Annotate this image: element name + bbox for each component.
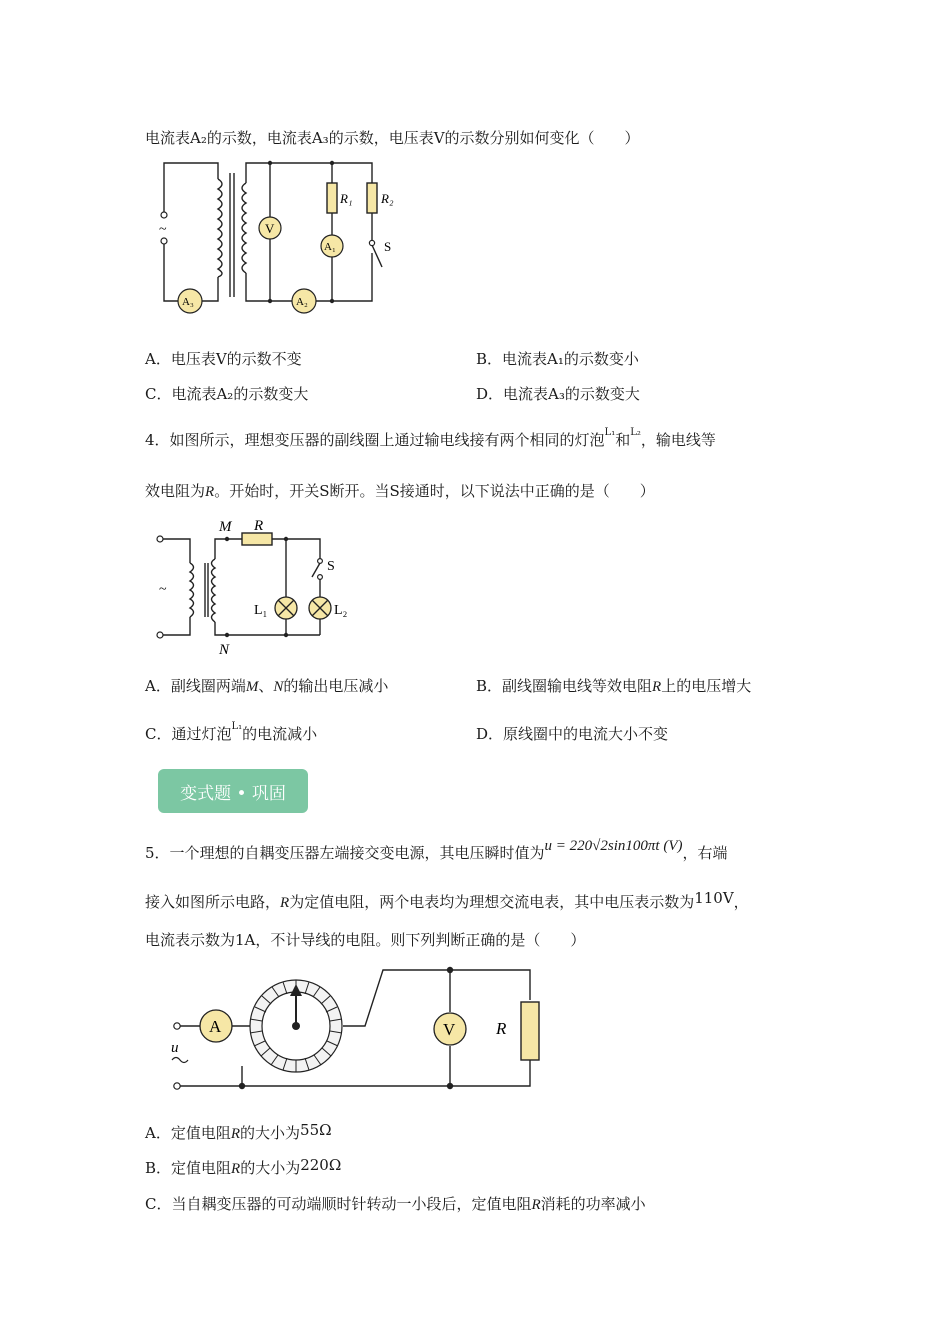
q4-l2-figure-label: L₂ [334, 603, 348, 618]
q4-option-b: B．副线圈输电线等效电阻R上的电压增大 [476, 677, 752, 695]
q5-formula: u = 220√2sin100πt (V) [544, 838, 683, 854]
q4-stem-line1: 4．如图所示，理想变压器的副线圈上通过输电线接有两个相同的灯泡$^{L_1}$和$^{L_2}$，输电线等 [145, 427, 716, 449]
q3-voltmeter-label: V [265, 221, 275, 236]
q5-stem-line1: 5．一个理想的自耦变压器左端接交变电源，其电压瞬时值为u = 220√2sin100πt (V)，右端 [145, 838, 728, 862]
q4-r-label: R [254, 518, 264, 534]
q3-stem: 电流表A₂的示数，电流表A₃的示数，电压表V的示数分别如何变化（ ） [145, 129, 640, 147]
q4-option-c: C．通过灯泡$^{L_1}$的电流减小 [145, 721, 318, 743]
q5-stem-line2: 接入如图所示电路，R为定值电阻，两个电表均为理想交流电表，其中电压表示数为110V， [145, 889, 749, 911]
q3-ammeter-a3-label: A₃ [182, 296, 194, 308]
q3-ammeter-a1-label: A₁ [324, 241, 336, 253]
q3-source-symbol: ~ [159, 222, 167, 237]
q4-l1-figure-label: L₁ [254, 603, 268, 618]
q5-stem-line3: 电流表示数为1A，不计导线的电阻。则下列判断正确的是（ ） [145, 931, 586, 949]
q5-option-c: C．当自耦变压器的可动端顺时针转动一小段后，定值电阻R消耗的功率减小 [145, 1195, 646, 1213]
q3-switch-label: S [384, 239, 392, 254]
q3-resistor-r1-label: R₁ [340, 191, 353, 206]
q4-circuit-figure [150, 515, 360, 660]
q3-resistor-r2-label: R₂ [381, 191, 394, 206]
q4-s-label: S [327, 559, 335, 574]
q3-option-b: B．电流表A₁的示数变小 [476, 350, 639, 368]
q3-option-d: D．电流表A₃的示数变大 [476, 385, 640, 403]
q3-option-a: A．电压表V的示数不变 [145, 350, 302, 368]
q5-voltage-value: 110V [694, 889, 734, 907]
variant-question-banner: 变式题 • 巩固 [158, 769, 308, 813]
q4-option-d: D．原线圈中的电流大小不变 [476, 725, 669, 743]
q3-ammeter-a2-label: A₂ [296, 296, 308, 308]
q3-option-c: C．电流表A₂的示数变大 [145, 385, 309, 403]
q3-circuit-figure [150, 155, 410, 315]
q5-circuit-figure [160, 960, 550, 1095]
q5-option-b: B．定值电阻R的大小为220Ω [145, 1156, 342, 1177]
q5-ammeter-label: A [209, 1017, 222, 1036]
q5-u-label: u [171, 1040, 179, 1056]
q5-resistor-label: R [496, 1019, 507, 1038]
q4-l2-label: L₂ [630, 427, 641, 438]
q4-l1-label: L₁ [604, 427, 616, 438]
q4-n-label: N [219, 642, 230, 658]
q5-option-a: A．定值电阻R的大小为55Ω [145, 1121, 332, 1142]
q4-source-symbol: ~ [159, 582, 167, 597]
q4-m-label: M [219, 519, 232, 535]
q5-voltmeter-label: V [443, 1020, 456, 1039]
q5-current-value: 1A [235, 931, 256, 949]
q4-option-a: A．副线圈两端M、N的输出电压减小 [145, 677, 389, 695]
q4-stem-line2: 效电阻为R。开始时，开关S断开。当S接通时，以下说法中正确的是（ ） [145, 482, 655, 500]
